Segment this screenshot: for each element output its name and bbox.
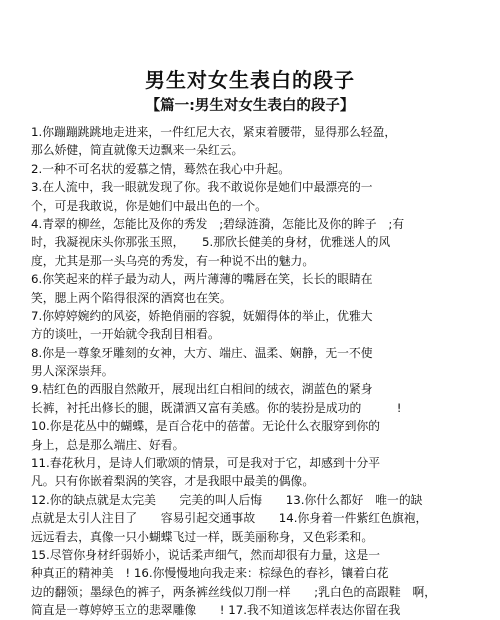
- text-line: 9.桔红色的西服自然敞开，展现出红白相间的绒衣，湖蓝色的紧身: [31, 382, 373, 397]
- text-line: 边的翻领；墨绿色的裤子，两条裤丝线似刀削一样 ;乳白色的高跟鞋 啊，: [31, 584, 437, 599]
- text-line: 点就是太引人注目了 容易引起交通事故 14.你身着一件紫红色旗袍，: [31, 511, 428, 526]
- body-text: [31, 123, 477, 620]
- text-line: 2.一种不可名状的爱慕之情，蓦然在我心中升起。: [31, 161, 290, 176]
- text-line: 6.你笑起来的样子最为动人，两片薄薄的嘴唇在笑，长长的眼睛在: [31, 272, 373, 287]
- text-line: 种真正的精神美 ! 16.你慢慢地向我走来：棕绿色的春衫，镶着白花: [31, 566, 389, 581]
- text-line: 3.在人流中，我一眼就发现了你。我不敢说你是她们中最漂亮的一: [31, 180, 373, 195]
- text-line: 11.春花秋月，是诗人们歌颂的情景，可是我对于它，却感到十分平: [31, 456, 381, 471]
- text-line: 身上，总是那么端庄、好看。: [31, 437, 185, 452]
- text-line: 8.你是一尊象牙雕刻的女神，大方、端庄、温柔、娴静，无一不使: [31, 345, 373, 360]
- text-line: 12.你的缺点就是太完美 完美的叫人后悔 13.你什么都好 唯一的缺: [31, 492, 423, 507]
- text-line: 时，我凝视床头你那张玉照， 5.那欣长健美的身材，优雅迷人的风: [31, 235, 391, 250]
- text-line: 4.青翠的柳丝，怎能比及你的秀发 ;碧绿涟漪，怎能比及你的眸子 ;有: [31, 216, 405, 231]
- text-line: 远远看去，真像一只小蝴蝶飞过一样，既美丽称身，又色彩柔和。: [31, 529, 374, 544]
- text-line: 10.你是花丛中的蝴蝶，是百合花中的蓓蕾。无论什么衣服穿到你的: [31, 419, 381, 434]
- text-line: 15.尽管你身材纤弱娇小，说话柔声细气，然而却很有力量，这是一: [31, 547, 381, 562]
- section-heading: 【篇一:男生对女生表白的段子】: [145, 98, 355, 114]
- text-line: 笑，腮上两个陷得很深的酒窝也在笑。: [31, 290, 232, 305]
- page-title: 男生对女生表白的段子: [145, 68, 355, 92]
- text-line: 度，尤其是那一头乌亮的秀发，有一种说不出的魅力。: [31, 253, 315, 268]
- text-line: 简直是一尊婷婷玉立的悲翠雕像 ! 17.我不知道该怎样表达你留在我: [31, 603, 401, 618]
- text-line: 7.你婷婷婉约的风姿，娇艳俏丽的容貌，妩媚得体的举止，优雅大: [31, 308, 373, 323]
- text-line: 个，可是我敢说，你是她们中最出色的一个。: [31, 198, 267, 213]
- text-line: 方的谈吐，一开始就令我刮目相看。: [31, 327, 220, 342]
- text-line: 1.你蹦蹦跳跳地走进来，一件红尼大衣，紧束着腰带，显得那么轻盈，: [31, 125, 397, 139]
- text-line: 长裤，衬托出修长的腿，既潇洒又富有美感。你的装扮是成功的 !: [31, 400, 402, 415]
- text-line: 那么娇健，简直就像天边飘来一朵红云。: [31, 143, 244, 158]
- text-line: 男人深深崇拜。: [31, 364, 114, 379]
- text-line: 凡。只有你嵌着梨涡的笑容，才是我眼中最美的偶像。: [31, 474, 315, 489]
